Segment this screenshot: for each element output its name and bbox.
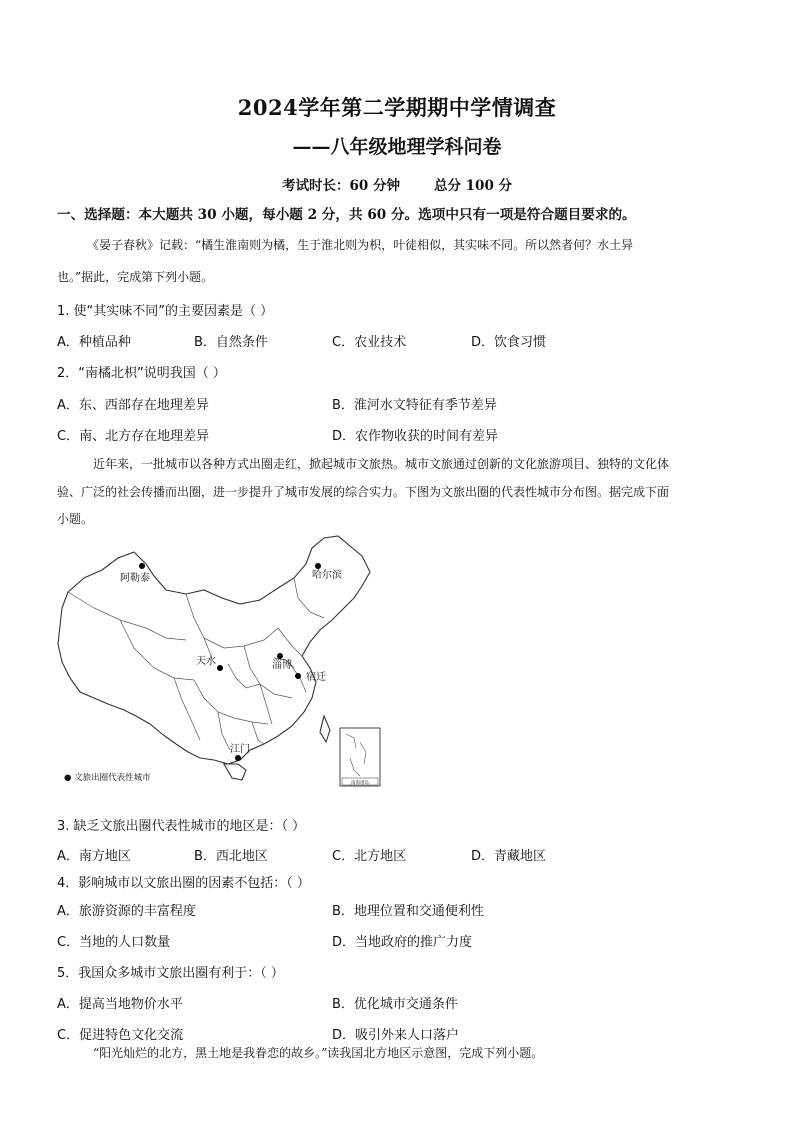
- passage1-line1: 《晏子春秋》记载：“橘生淮南则为橘，生于淮北则为枳，叶徒相似，其实味不同。所以然者何？水土异: [87, 238, 634, 252]
- question-2-option-c[interactable]: C．南、北方存在地理差异: [57, 429, 210, 444]
- question-3-option-b[interactable]: B．西北地区: [194, 849, 268, 864]
- city-dot-harbin: [315, 563, 321, 569]
- question-2-option-d[interactable]: D．农作物收获的时间有差异: [332, 429, 499, 444]
- china-map-svg: [54, 528, 384, 790]
- question-5-stem: 5．我国众多城市文旅出圈有利于：（ ）: [57, 966, 284, 981]
- question-5-option-a[interactable]: A．提高当地物价水平: [57, 997, 183, 1012]
- question-1-option-c[interactable]: C．农业技术: [332, 335, 407, 350]
- question-3-option-d[interactable]: D．青藏地区: [471, 849, 547, 864]
- question-4-stem: 4．影响城市以文旅出圈的因素不包括：（ ）: [57, 876, 310, 891]
- passage2-line1: 近年来，一批城市以各种方式出圈走红，掀起城市文旅热。城市文旅通过创新的文化旅游项目、独特的文化体: [93, 457, 670, 471]
- question-3-option-c[interactable]: C．北方地区: [332, 849, 407, 864]
- question-2-option-a[interactable]: A．东、西部存在地理差异: [57, 398, 209, 413]
- question-3-stem: 3. 缺乏文旅出圈代表性城市的地区是：（ ）: [57, 819, 306, 834]
- city-markers: [139, 563, 321, 761]
- section-heading: 一、选择题：本大题共 30 小题，每小题 2 分，共 60 分。选项中只有一项是符合题目要求的。: [57, 207, 636, 223]
- passage1-line2: 也。”据此，完成第下列小题。: [57, 270, 214, 284]
- question-4-option-d[interactable]: D．当地政府的推广力度: [332, 935, 473, 950]
- passage2-line2: 验、广泛的社会传播而出圈，进一步提升了城市发展的综合实力。下图为文旅出圈的代表性城市分布图。据完成下面: [57, 485, 670, 499]
- question-2-stem: 2．“南橘北枳”说明我国（ ）: [57, 366, 226, 381]
- map-legend: ● 文旅出圈代表性城市: [64, 773, 151, 783]
- question-1-stem: 1. 使“其实味不同”的主要因素是（ ）: [57, 304, 274, 319]
- city-dot-zibo: [277, 653, 283, 659]
- question-4-option-b[interactable]: B．地理位置和交通便利性: [332, 904, 484, 919]
- question-3-option-a[interactable]: A．南方地区: [57, 849, 131, 864]
- city-label-tianshui: 天水: [196, 656, 216, 667]
- exam-duration: 考试时长：60 分钟: [281, 178, 400, 194]
- city-dot-suqian: [295, 673, 301, 679]
- city-dot-aletai: [139, 563, 145, 569]
- passage2-line3: 小题。: [57, 512, 94, 526]
- question-1-option-d[interactable]: D．饮食习惯: [471, 335, 547, 350]
- china-city-map: [54, 528, 384, 790]
- question-5-option-d[interactable]: D．吸引外来人口落户: [332, 1028, 460, 1043]
- question-1-option-b[interactable]: B．自然条件: [194, 335, 268, 350]
- city-label-harbin: 哈尔滨: [312, 570, 342, 581]
- question-5-option-b[interactable]: B．优化城市交通条件: [332, 997, 458, 1012]
- passage3-line1: “阳光灿烂的北方，黑土地是我眷恋的故乡。”读我国北方地区示意图，完成下列小题。: [93, 1046, 544, 1060]
- city-label-aletai: 阿勒泰: [120, 573, 150, 584]
- city-dot-jiangmen: [235, 755, 241, 761]
- city-label-zibo: 淄博: [272, 660, 292, 671]
- question-2-option-b[interactable]: B．淮河水文特征有季节差异: [332, 398, 497, 413]
- question-4-option-c[interactable]: C．当地的人口数量: [57, 935, 171, 950]
- city-dot-tianshui: [217, 665, 223, 671]
- inset-label: 南海诸岛: [351, 781, 369, 786]
- exam-info: [0, 174, 794, 194]
- question-5-option-c[interactable]: C．促进特色文化交流: [57, 1028, 184, 1043]
- city-label-jiangmen: 江门: [230, 744, 250, 755]
- page-title: 2024学年第二学期期中学情调查: [237, 95, 557, 120]
- question-1-option-a[interactable]: A．种植品种: [57, 335, 131, 350]
- exam-total-score: 总分 100 分: [433, 178, 513, 194]
- city-label-suqian: 宿迁: [306, 672, 326, 683]
- page-subtitle: ——八年级地理学科问卷: [292, 136, 502, 158]
- south-china-sea-inset: [340, 728, 380, 786]
- question-4-option-a[interactable]: A．旅游资源的丰富程度: [57, 904, 196, 919]
